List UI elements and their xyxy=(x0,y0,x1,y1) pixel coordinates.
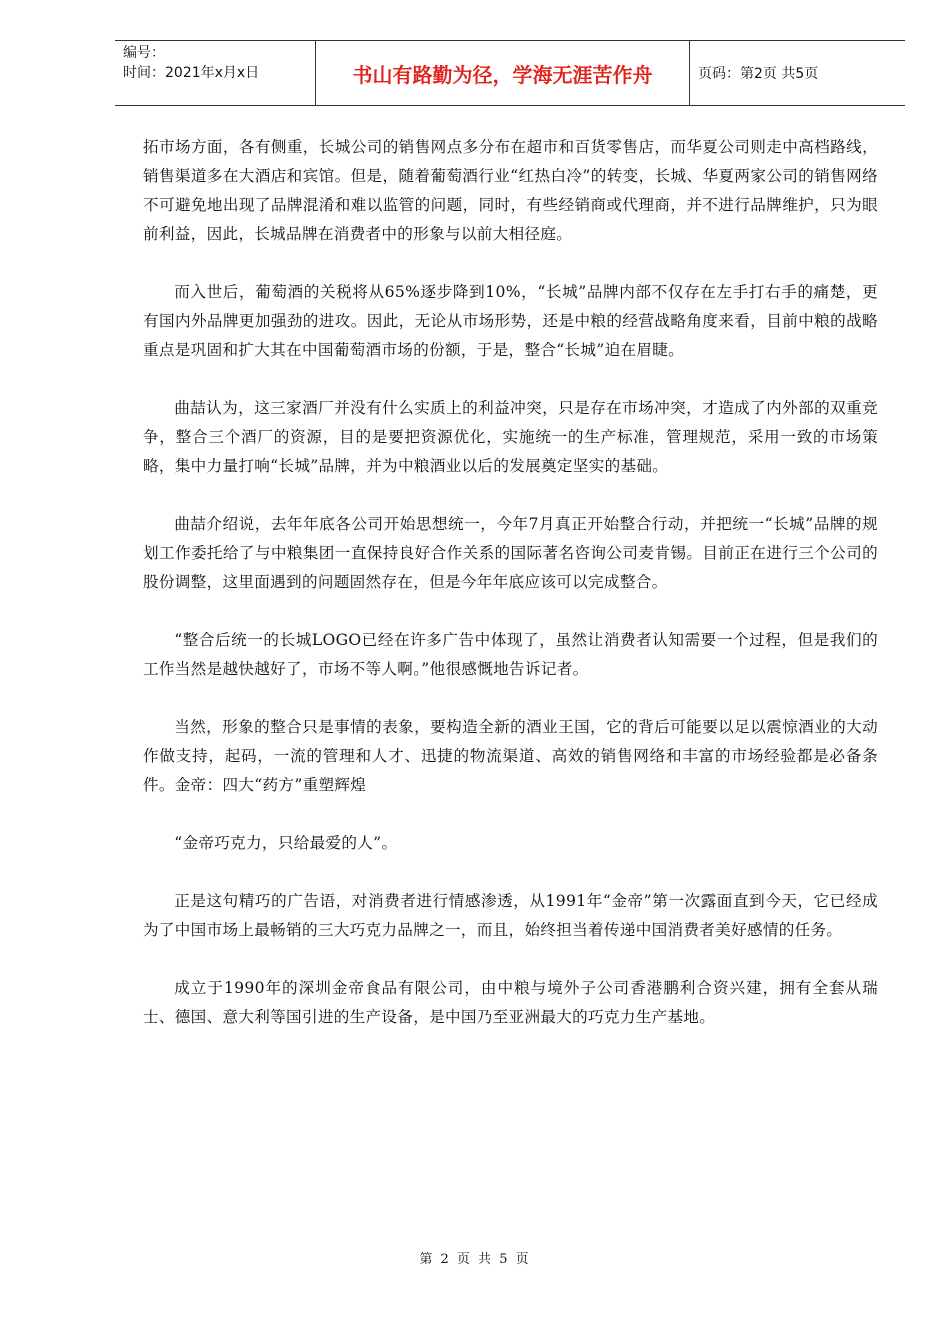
paragraph: 正是这句精巧的广告语，对消费者进行情感渗透，从1991年“金帝”第一次露面直到今天，它已经成为了中国市场上最畅销的三大巧克力品牌之一，而且，始终担当着传递中国消费者美好感情的任务。 xyxy=(143,892,878,939)
paragraph: 曲喆认为，这三家酒厂并没有什么实质上的利益冲突，只是存在市场冲突，才造成了内外部的双重竞争，整合三个酒厂的资源，目的是要把资源优化，实施统一的生产标准，管理规范，采用一致的市场策略，集中力量打响“长城”品牌，并为中粮酒业以后的发展奠定坚实的基础。 xyxy=(143,399,878,475)
header-meta xyxy=(115,41,316,105)
header-motto: 书山有路勤为径，学海无涯苦作舟 xyxy=(316,41,690,105)
doc-number-label: 编号： xyxy=(123,45,165,61)
doc-date-label: 时间：2021年x月x日 xyxy=(123,65,260,81)
paragraph: 成立于1990年的深圳金帝食品有限公司，由中粮与境外子公司香港鹏利合资兴建，拥有全套从瑞士、德国、意大利等国引进的生产设备，是中国乃至亚洲最大的巧克力生产基地。 xyxy=(143,979,878,1026)
page-footer: 第 2 页 共 5 页 xyxy=(419,1252,531,1267)
paragraph: 曲喆介绍说，去年年底各公司开始思想统一，今年7月真正开始整合行动，并把统一“长城”品牌的规划工作委托给了与中粮集团一直保持良好合作关系的国际著名咨询公司麦肯锡。目前正在进行三个公司的股份调整，这里面遇到的问题固然存在，但是今年年底应该可以完成整合。 xyxy=(143,515,878,591)
paragraph: “整合后统一的长城LOGO已经在许多广告中体现了，虽然让消费者认知需要一个过程，但是我们的工作当然是越快越好了，市场不等人啊。”他很感慨地告诉记者。 xyxy=(143,631,878,678)
document-body xyxy=(143,133,878,1061)
paragraph: 而入世后，葡萄酒的关税将从65%逐步降到10%，“长城”品牌内部不仅存在左手打右手的痛楚，更有国内外品牌更加强劲的进攻。因此，无论从市场形势，还是中粮的经营战略角度来看，目前中粮的战略重点是巩固和扩大其在中国葡萄酒市场的份额，于是，整合“长城”迫在眉睫。 xyxy=(143,283,878,359)
page-header xyxy=(115,40,905,106)
paragraph: 当然，形象的整合只是事情的表象，要构造全新的酒业王国，它的背后可能要以足以震惊酒业的大动作做支持，起码，一流的管理和人才、迅捷的物流渠道、高效的销售网络和丰富的市场经验都是必备条件。金帝：四大“药方”重塑辉煌 xyxy=(143,718,878,794)
paragraph: 拓市场方面，各有侧重，长城公司的销售网点多分布在超市和百货零售店，而华夏公司则走中高档路线，销售渠道多在大酒店和宾馆。但是，随着葡萄酒行业“红热白冷”的转变，长城、华夏两家公司的销售网络不可避免地出现了品牌混淆和难以监管的问题，同时，有些经销商或代理商，并不进行品牌维护，只为眼前利益，因此，长城品牌在消费者中的形象与以前大相径庭。 xyxy=(143,138,878,243)
paragraph: “金帝巧克力，只给最爱的人”。 xyxy=(174,834,398,852)
header-page-info: 页码：第2页 共5页 xyxy=(698,66,819,82)
